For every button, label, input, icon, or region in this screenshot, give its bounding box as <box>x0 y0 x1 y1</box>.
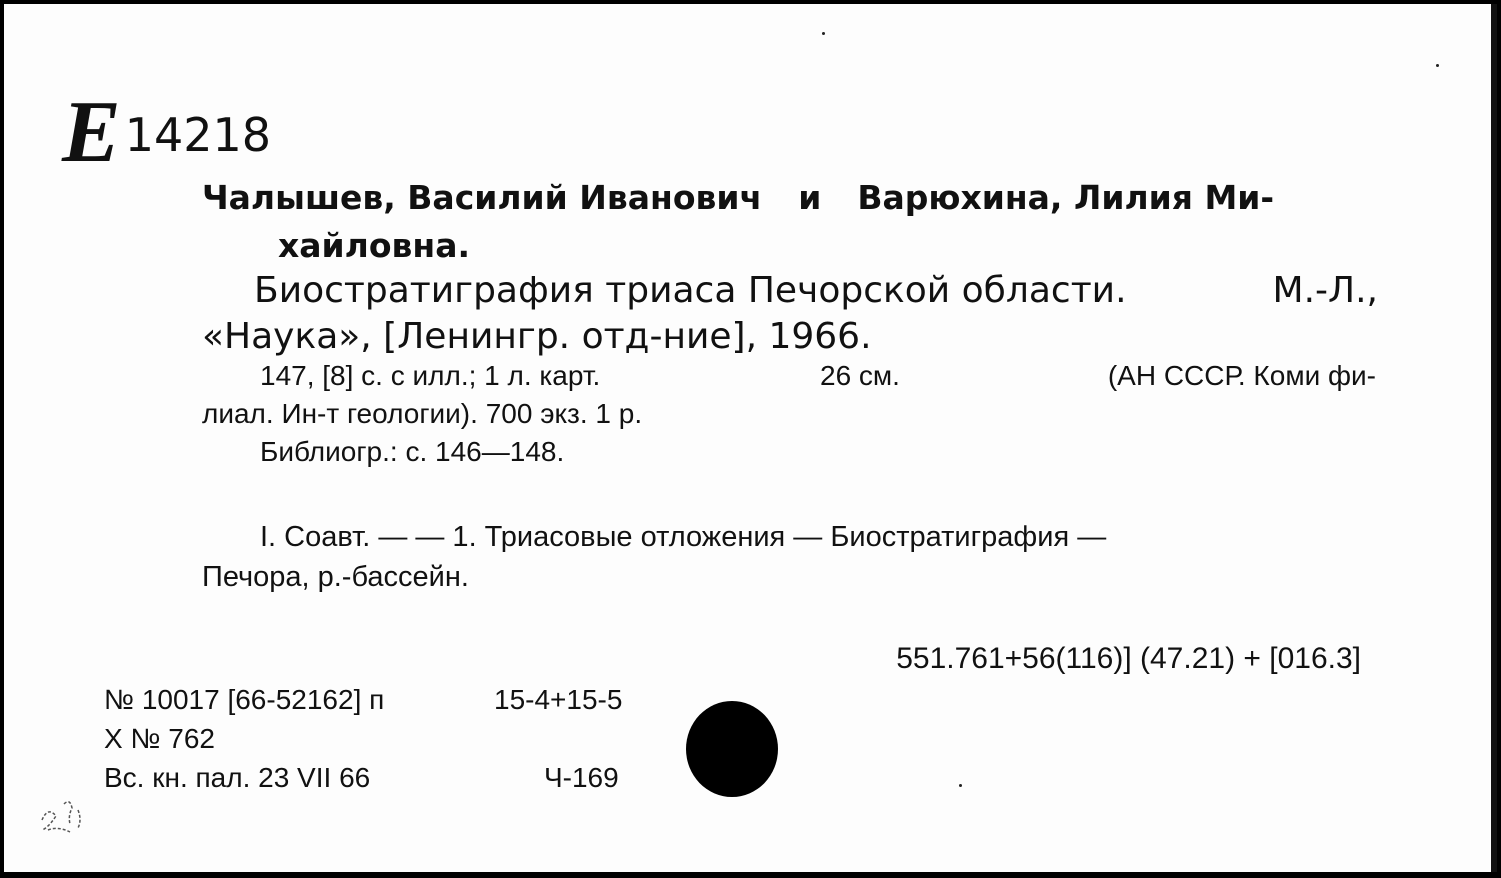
series-note: (АН СССР. Коми фи- <box>1107 360 1376 391</box>
print-code: 15-4+15-5 <box>494 684 623 715</box>
collation-line-2: лиал. Ин-т геологии). 700 экз. 1 р. <box>202 398 643 429</box>
book-size: 26 см. <box>820 360 900 391</box>
accession-letter: E <box>62 84 119 181</box>
speck <box>959 784 962 787</box>
chamber-date: Вс. кн. пал. 23 VII 66 <box>104 762 371 793</box>
author-2: Варюхина, Лилия Ми- <box>857 178 1275 217</box>
accession-number <box>62 82 271 183</box>
author-2-continuation: хайловна. <box>278 226 471 265</box>
bibliography-note: Библиогр.: с. 146—148. <box>260 436 565 467</box>
subject-line-1: I. Соавт. — — 1. Триасовые отложения — Биостратиграфия — <box>260 521 1107 553</box>
collation-line-1 <box>202 357 1382 395</box>
publisher-line: «Наука», [Ленингр. отд-ние], 1966. <box>202 316 872 357</box>
punch-hole <box>686 701 778 797</box>
collation-block <box>202 357 1382 471</box>
author-1: Чалышев, Василий Иванович <box>202 178 763 217</box>
subject-line-2: Печора, р.-бассейн. <box>202 561 469 593</box>
author-conjunction: и <box>798 178 822 217</box>
udc-classification: 551.761+56(116)] (47.21) + [016.3] <box>896 642 1361 675</box>
title-text: Биостратиграфия триаса Печорской области. <box>254 270 1127 311</box>
registration-number: № 10017 [66-52162] п <box>104 684 385 715</box>
title-block <box>202 268 1382 360</box>
handwritten-mark <box>34 790 94 845</box>
speck <box>822 32 825 35</box>
registration-block <box>104 680 623 797</box>
authors-heading <box>202 174 1382 270</box>
pagination: 147, [8] с. с илл.; 1 л. карт. <box>260 360 601 391</box>
publication-place: М.-Л., <box>1272 270 1378 311</box>
accession-digits: 14218 <box>124 108 272 162</box>
registration-line-1 <box>104 680 623 719</box>
registration-line-2: Х № 762 <box>104 723 215 754</box>
subject-tracings <box>202 517 1382 597</box>
registration-line-3 <box>104 758 619 797</box>
card-code: Ч-169 <box>544 762 619 793</box>
catalog-card <box>4 4 1497 872</box>
speck <box>1436 64 1439 67</box>
